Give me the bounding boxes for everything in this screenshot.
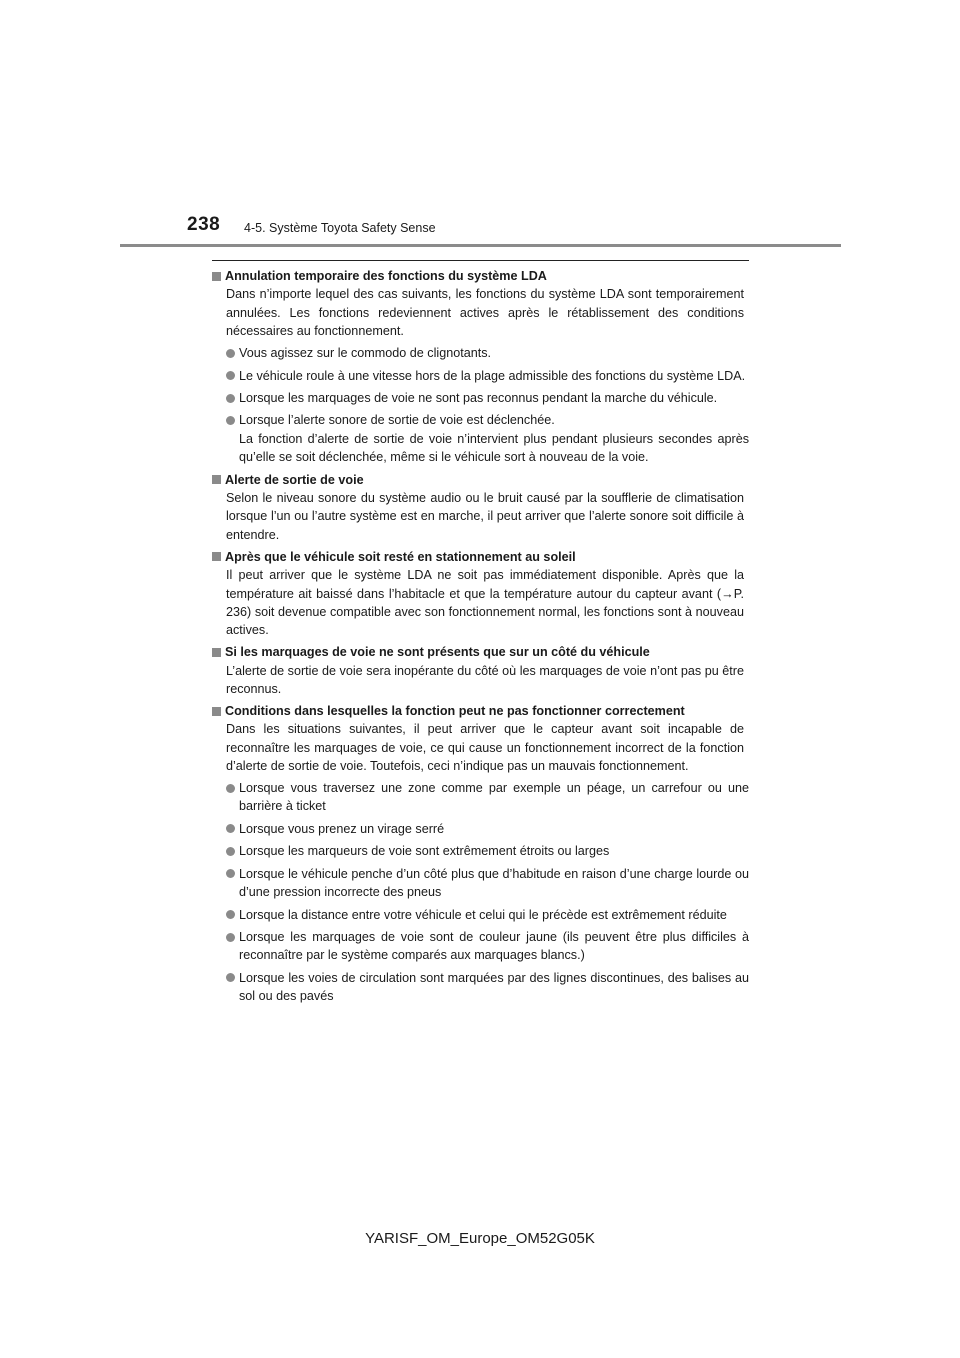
list-item-body [239, 411, 749, 466]
page-content [212, 267, 749, 1010]
list-item [212, 969, 749, 1006]
list-item [212, 865, 749, 902]
section-paragraph: Il peut arriver que le système LDA ne soit pas immédiatement disponible. Après que la température ait baissé dans l’habitacle et que la température autour du capteur avant (→P. 236) soit devenue compatible avec son fonctionnement normal, les fonctions sont à nouveau actives. [226, 568, 744, 638]
round-bullet-icon [226, 933, 235, 942]
list-item [212, 906, 749, 924]
list-item [212, 344, 749, 362]
section-lda-temporary-cancel [212, 267, 749, 467]
section-paragraph: Dans n’importe lequel des cas suivants, les fonctions du système LDA sont temporairement annulées. Les fonctions redeviennent actives après le rétablissement des conditions nécessaires au fonctionnement. [226, 287, 744, 339]
list-item-text: Lorsque les marqueurs de voie sont extrêmement étroits ou larges [239, 844, 610, 859]
section-heading-text: Après que le véhicule soit resté en stationnement au soleil [225, 549, 576, 564]
list-item-text: Lorsque les marquages de voie ne sont pas reconnus pendant la marche du véhicule. [239, 390, 718, 405]
section-paragraph: Selon le niveau sonore du système audio ou le bruit causé par la soufflerie de climatisation lorsque l’un ou l’autre système est en marche, il peut arriver que l’alerte sonore soit difficile à entendre. [226, 490, 744, 542]
section-heading [212, 643, 749, 661]
square-bullet-icon [212, 272, 221, 281]
section-heading-text: Conditions dans lesquelles la fonction peut ne pas fonctionner correctement [225, 703, 685, 718]
section-paragraph: Dans les situations suivantes, il peut arriver que le capteur avant soit incapable de reconnaître les marquages de voie, ce qui cause un fonctionnement incorrect de la fonction d’alerte de sortie de voie. Toutefois, ceci n’indique pas un mauvais fonctionnement. [226, 722, 744, 774]
section-heading-text: Alerte de sortie de voie [225, 472, 364, 487]
list-item-text: Lorsque les voies de circulation sont marquées par des lignes discontinues, des balises au sol ou des pavés [239, 970, 749, 1004]
list-item [212, 842, 749, 860]
round-bullet-icon [226, 349, 235, 358]
square-bullet-icon [212, 475, 221, 484]
section-heading [212, 267, 749, 285]
section-heading [212, 471, 749, 489]
list-item-text: Lorsque les marquages de voie sont de couleur jaune (ils peuvent être plus difficiles à reconnaître par le système comparés aux marquages blancs.) [239, 929, 749, 963]
content-divider [212, 260, 749, 261]
list-item [212, 367, 749, 385]
section-parked-in-sun [212, 548, 749, 640]
page-number: 238 [187, 214, 221, 235]
list-item [212, 820, 749, 838]
section-malfunction-conditions [212, 702, 749, 1006]
bullet-list [212, 344, 749, 466]
round-bullet-icon [226, 784, 235, 793]
square-bullet-icon [212, 648, 221, 657]
square-bullet-icon [212, 552, 221, 561]
document-id-footer: YARISF_OM_Europe_OM52G05K [365, 1230, 595, 1247]
round-bullet-icon [226, 910, 235, 919]
list-item [212, 411, 749, 466]
section-one-side-markings [212, 643, 749, 698]
list-item-text: Lorsque vous traversez une zone comme par exemple un péage, un carrefour ou une barrière à ticket [239, 781, 749, 814]
round-bullet-icon [226, 869, 235, 878]
list-item-text: Lorsque la distance entre votre véhicule et celui qui le précède est extrêmement réduite [239, 907, 727, 922]
section-lane-departure-alert [212, 471, 749, 545]
list-item-text: Lorsque vous prenez un virage serré [239, 821, 445, 836]
section-heading-text: Si les marquages de voie ne sont présents que sur un côté du véhicule [225, 645, 650, 660]
section-heading [212, 702, 749, 720]
header-divider [120, 244, 841, 247]
list-item-text: Lorsque l’alerte sonore de sortie de voie est déclenchée. [239, 413, 555, 428]
section-heading [212, 548, 749, 566]
list-item [212, 928, 749, 965]
section-title: 4-5. Système Toyota Safety Sense [244, 221, 436, 235]
square-bullet-icon [212, 707, 221, 716]
bullet-list [212, 779, 749, 1005]
round-bullet-icon [226, 973, 235, 982]
list-item [212, 389, 749, 407]
list-item-text: Lorsque le véhicule penche d’un côté plus que d’habitude en raison d’une charge lourde ou d’une pression incorrecte des pneus [239, 866, 749, 900]
round-bullet-icon [226, 847, 235, 856]
round-bullet-icon [226, 416, 235, 425]
section-paragraph: L’alerte de sortie de voie sera inopérante du côté où les marquages de voie n’ont pas pu être reconnus. [226, 663, 744, 697]
list-item-text: Le véhicule roule à une vitesse hors de la plage admissible des fonctions du système LDA. [239, 368, 746, 383]
round-bullet-icon [226, 824, 235, 833]
list-item-subtext: La fonction d’alerte de sortie de voie n’intervient plus pendant plusieurs secondes après qu’elle se soit déclenchée, même si le véhicule sort à nouveau de la voie. [239, 431, 749, 465]
round-bullet-icon [226, 371, 235, 380]
round-bullet-icon [226, 394, 235, 403]
list-item-text: Vous agissez sur le commodo de clignotants. [239, 346, 492, 361]
list-item [212, 779, 749, 816]
section-heading-text: Annulation temporaire des fonctions du système LDA [225, 269, 547, 283]
